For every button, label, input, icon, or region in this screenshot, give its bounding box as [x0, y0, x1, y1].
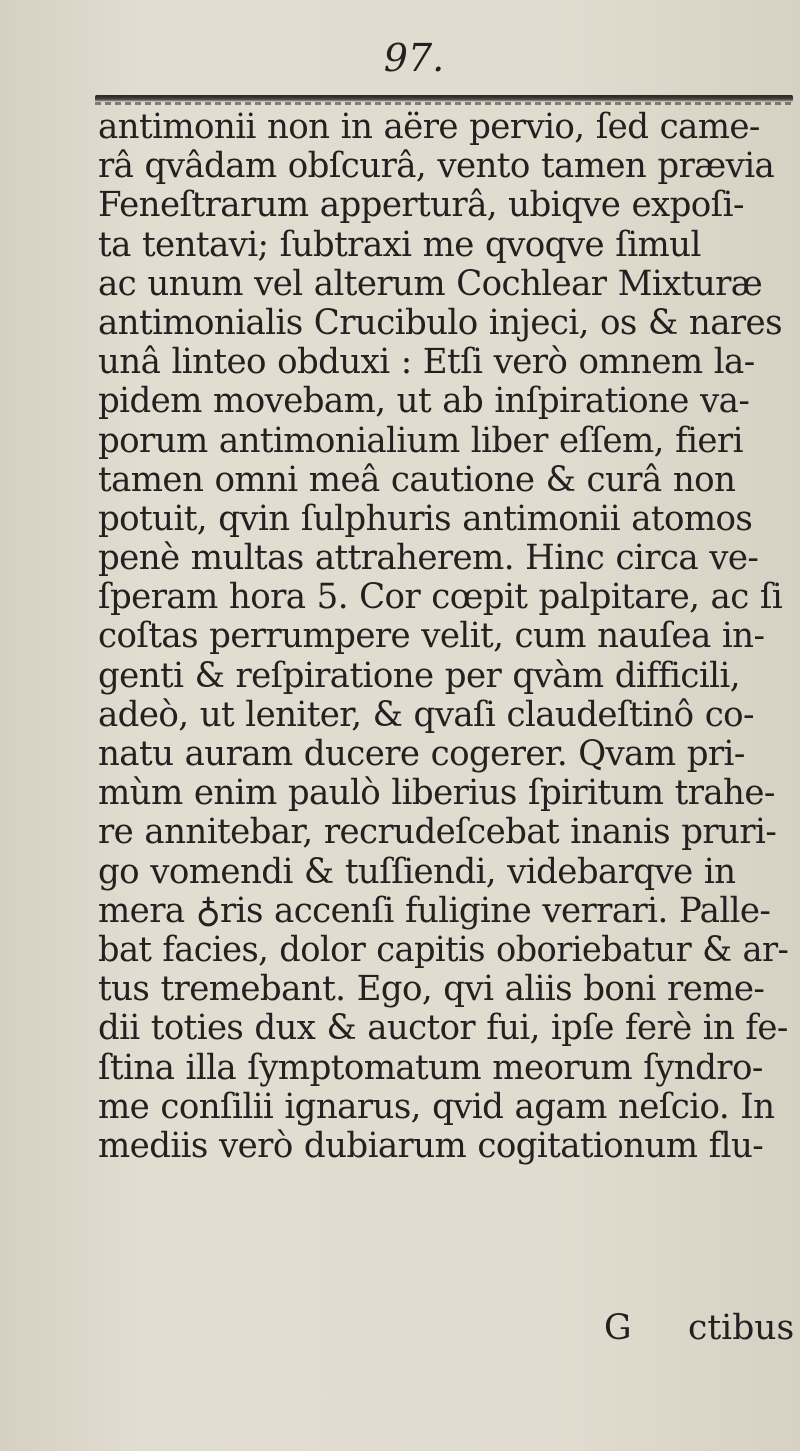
text-line: ſtina illa ſymptomatum meorum ſyndro-: [98, 1047, 763, 1088]
text-line: me conſilii ignarus, qvid agam neſcio. In: [98, 1086, 775, 1127]
text-line: genti & reſpiratione per qvàm difficili,: [98, 655, 740, 696]
text-line: ta tentavi; ſubtraxi me qvoqve ſimul: [98, 224, 701, 265]
text-line: dii toties dux & auctor fui, ipſe ferè in fe-: [98, 1008, 788, 1049]
text-line: râ qvâdam obſcurâ, vento tamen prævia: [98, 146, 775, 187]
text-line: bat facies, dolor capitis oboriebatur & ar-: [98, 929, 789, 970]
text-line: mera ♁ris accenſi fuligine verrari. Palle-: [98, 890, 771, 931]
text-line: go vomendi & tuſſiendi, videbarqve in: [98, 851, 736, 892]
text-line: porum antimonialium liber eſſem, fieri: [98, 420, 743, 461]
text-line: penè multas attraherem. Hinc circa ve-: [98, 538, 759, 579]
header-rule: [95, 95, 793, 102]
body-text: [98, 108, 798, 1166]
text-line: adeò, ut leniter, & qvaſi claudeſtinô co-: [98, 694, 754, 735]
text-line: natu auram ducere cogerer. Qvam pri-: [98, 734, 745, 774]
text-line: antimonii non in aëre pervio, ſed came-: [98, 107, 760, 147]
text-line: unâ linteo obduxi : Etſi verò omnem la-: [98, 342, 755, 383]
text-line: mediis verò dubiarum cogitationum flu-: [98, 1125, 764, 1166]
text-line: ſperam hora 5. Cor cœpit palpitare, ac ſi: [98, 577, 783, 618]
signature-mark: G: [604, 1308, 632, 1348]
text-line: pidem movebam, ut ab inſpiratione va-: [98, 381, 750, 422]
text-line: mùm enim paulò liberius ſpiritum trahe-: [98, 773, 775, 814]
text-line: antimonialis Crucibulo injeci, os & nares: [98, 302, 782, 343]
text-line: coſtas perrumpere velit, cum nauſea in-: [98, 616, 765, 657]
page-number: 97.: [383, 36, 445, 80]
text-line: potuit, qvin ſulphuris antimonii atomos: [98, 498, 753, 539]
text-line: tamen omni meâ cautione & curâ non: [98, 459, 736, 500]
page-footer: [98, 1308, 798, 1348]
text-line: ac unum vel alterum Cochlear Mixturæ: [98, 263, 763, 304]
text-line: re annitebar, recrudeſcebat inanis pruri-: [98, 812, 777, 853]
catchword: ctibus: [688, 1308, 795, 1348]
text-line: Feneſtrarum apperturâ, ubiqve expoſi-: [98, 185, 744, 226]
text-line: tus tremebant. Ego, qvi aliis boni reme-: [98, 969, 765, 1010]
